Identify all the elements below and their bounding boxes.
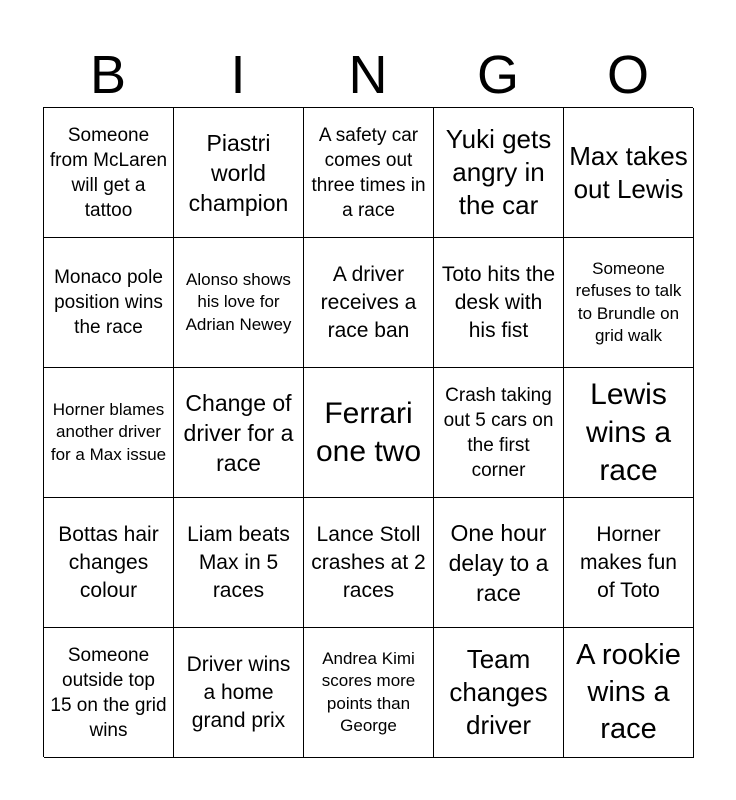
bingo-cell[interactable] xyxy=(44,238,174,368)
cell-text: Liam beats Max in 5 races xyxy=(187,522,290,602)
cell-text: Bottas hair changes colour xyxy=(58,522,159,602)
cell-text: Alonso shows his love for Adrian Newey xyxy=(185,269,292,334)
bingo-cell[interactable] xyxy=(434,628,564,758)
cell-text: Someone from McLaren will get a tattoo xyxy=(49,124,168,221)
bingo-cell[interactable] xyxy=(44,368,174,498)
cell-text: Piastri world champion xyxy=(188,129,289,216)
bingo-cell[interactable] xyxy=(564,108,694,238)
cell-text: Someone refuses to talk to Brundle on grid walk xyxy=(575,258,682,345)
bingo-cell[interactable] xyxy=(564,368,694,498)
bingo-cell[interactable] xyxy=(174,368,304,498)
bingo-cell[interactable] xyxy=(434,238,564,368)
cell-text: Crash taking out 5 cars on the first corner xyxy=(443,384,554,481)
header-letter-o: O xyxy=(606,45,649,105)
bingo-cell[interactable] xyxy=(434,368,564,498)
cell-text: Team changes driver xyxy=(449,644,548,740)
cell-text: A driver receives a race ban xyxy=(320,262,417,342)
cell-text: Lance Stoll crashes at 2 races xyxy=(311,522,426,602)
bingo-cell[interactable] xyxy=(564,238,694,368)
bingo-cell[interactable] xyxy=(434,498,564,628)
header-letter-b: B xyxy=(89,45,127,105)
bingo-cell[interactable] xyxy=(304,238,434,368)
cell-text: Horner makes fun of Toto xyxy=(580,522,677,602)
bingo-board xyxy=(43,107,693,757)
bingo-cell[interactable] xyxy=(44,108,174,238)
cell-text: One hour delay to a race xyxy=(448,519,549,606)
cell-text: Max takes out Lewis xyxy=(569,140,688,204)
cell-text: Toto hits the desk with his fist xyxy=(441,262,556,342)
cell-text: Monaco pole position wins the race xyxy=(54,267,163,338)
bingo-cell[interactable] xyxy=(174,108,304,238)
bingo-cell[interactable] xyxy=(434,108,564,238)
cell-text: Lewis wins a race xyxy=(585,377,672,487)
bingo-cell[interactable] xyxy=(44,498,174,628)
bingo-cell[interactable] xyxy=(304,368,434,498)
cell-text: Someone outside top 15 on the grid wins xyxy=(50,644,167,741)
cell-text: Change of driver for a race xyxy=(183,389,294,476)
cell-text: Ferrari one two xyxy=(315,396,422,468)
cell-text: Andrea Kimi scores more points than George xyxy=(321,648,416,735)
cell-text: Driver wins a home grand prix xyxy=(186,652,291,732)
header-letter-n: N xyxy=(348,45,388,105)
header-letter-i: I xyxy=(230,45,246,105)
cell-text: A rookie wins a race xyxy=(576,639,681,745)
bingo-cell[interactable] xyxy=(304,498,434,628)
bingo-cell[interactable] xyxy=(174,498,304,628)
bingo-cell[interactable] xyxy=(174,628,304,758)
bingo-header xyxy=(43,44,693,106)
bingo-cell[interactable] xyxy=(564,628,694,758)
header-letter-g: G xyxy=(476,45,519,105)
bingo-cell[interactable] xyxy=(304,108,434,238)
cell-text: Yuki gets angry in the car xyxy=(445,124,552,220)
cell-text: A safety car comes out three times in a race xyxy=(311,124,426,221)
bingo-cell[interactable] xyxy=(44,628,174,758)
cell-text: Horner blames another driver for a Max issue xyxy=(50,399,167,464)
bingo-cell[interactable] xyxy=(174,238,304,368)
bingo-cell[interactable] xyxy=(564,498,694,628)
bingo-cell[interactable] xyxy=(304,628,434,758)
